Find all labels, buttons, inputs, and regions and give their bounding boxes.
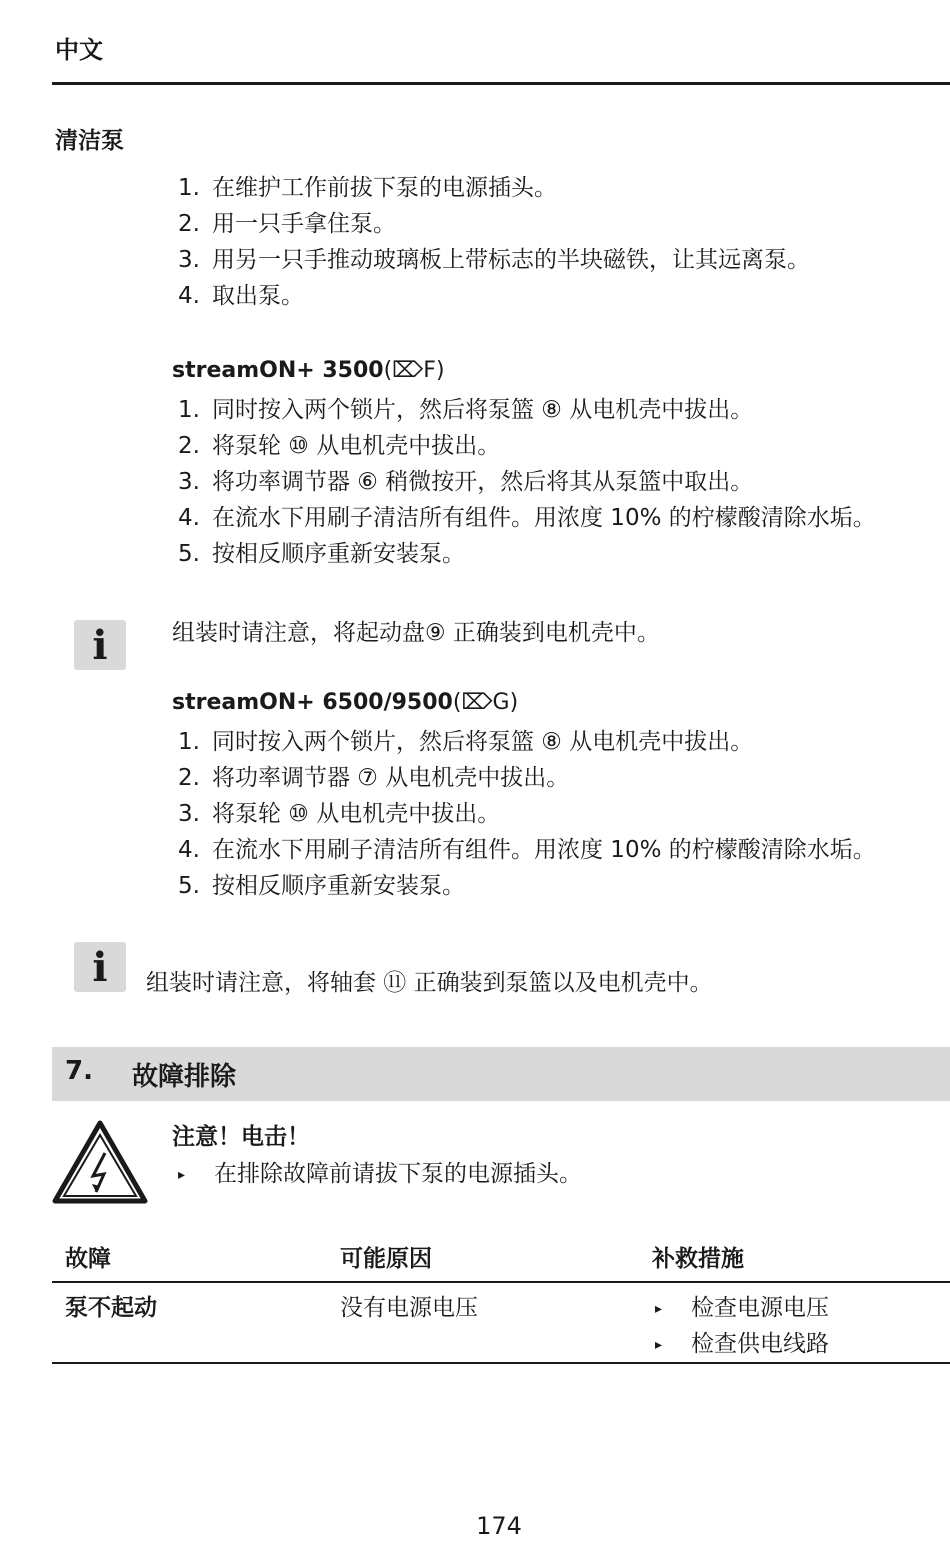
list-item: 4. 取出泵。 xyxy=(178,283,304,309)
table-cell-cause: 没有电源电压 xyxy=(340,1295,478,1321)
figure-reference: (⌦G) xyxy=(452,690,519,715)
section-number: 7. xyxy=(65,1056,93,1086)
model-3500-steps xyxy=(178,392,876,572)
electric-shock-warning-icon xyxy=(52,1120,148,1204)
list-item: 3. 用另一只手推动玻璃板上带标志的半块磁铁，让其远离泵。 xyxy=(178,247,810,273)
table-cell-remedy: ▸ 检查供电线路 xyxy=(655,1331,829,1357)
list-item: 3. 将泵轮 ⑩ 从电机壳中拔出。 xyxy=(178,801,501,827)
page-number: 174 xyxy=(476,1512,522,1540)
warning-instruction: ▸ 在排除故障前请拔下泵的电源插头。 xyxy=(178,1161,582,1187)
language-label: 中文 xyxy=(55,36,103,64)
list-item: 1. 同时按入两个锁片，然后将泵篮 ⑧ 从电机壳中拔出。 xyxy=(178,729,754,755)
list-item: 5. 按相反顺序重新安装泵。 xyxy=(178,873,465,899)
model-heading-3500: streamON+ 3500(⌦F) xyxy=(172,358,445,383)
list-item: 4. 在流水下用刷子清洁所有组件。用浓度 10% 的柠檬酸清除水垢。 xyxy=(178,505,876,531)
assembly-note-3500: 组装时请注意，将起动盘⑨ 正确装到电机壳中。 xyxy=(172,620,660,646)
section-title: 故障排除 xyxy=(132,1062,237,1092)
general-cleaning-steps xyxy=(178,170,810,314)
model-heading-6500-9500: streamON+ 6500/9500(⌦G) xyxy=(172,690,519,715)
info-icon: i xyxy=(74,942,126,992)
table-cell-fault: 泵不起动 xyxy=(65,1295,157,1321)
list-item: 3. 将功率调节器 ⑥ 稍微按开，然后将其从泵篮中取出。 xyxy=(178,469,754,495)
figure-reference: (⌦F) xyxy=(383,358,445,383)
cleaning-heading: 清洁泵 xyxy=(55,128,124,154)
table-header-fault: 故障 xyxy=(65,1246,111,1272)
table-header-remedy: 补救措施 xyxy=(652,1246,744,1272)
table-cell-remedy: ▸ 检查电源电压 xyxy=(655,1295,829,1321)
header-divider xyxy=(52,82,950,85)
list-item: 1. 同时按入两个锁片，然后将泵篮 ⑧ 从电机壳中拔出。 xyxy=(178,397,754,423)
list-item: 1. 在维护工作前拔下泵的电源插头。 xyxy=(178,175,557,201)
table-bottom-divider xyxy=(52,1362,950,1364)
model-6500-9500-steps xyxy=(178,724,876,904)
bullet-arrow-icon: ▸ xyxy=(655,1300,663,1317)
bullet-arrow-icon: ▸ xyxy=(178,1166,186,1183)
warning-title: 注意！电击！ xyxy=(172,1124,310,1150)
table-header-divider xyxy=(52,1281,950,1283)
list-item: 2. 用一只手拿住泵。 xyxy=(178,211,396,237)
table-header-cause: 可能原因 xyxy=(340,1246,432,1272)
list-item: 4. 在流水下用刷子清洁所有组件。用浓度 10% 的柠檬酸清除水垢。 xyxy=(178,837,876,863)
list-item: 2. 将功率调节器 ⑦ 从电机壳中拔出。 xyxy=(178,765,570,791)
list-item: 2. 将泵轮 ⑩ 从电机壳中拔出。 xyxy=(178,433,501,459)
assembly-note-6500-9500: 组装时请注意，将轴套 ⑪ 正确装到泵篮以及电机壳中。 xyxy=(146,970,713,996)
bullet-arrow-icon: ▸ xyxy=(655,1336,663,1353)
info-icon: i xyxy=(74,620,126,670)
list-item: 5. 按相反顺序重新安装泵。 xyxy=(178,541,465,567)
